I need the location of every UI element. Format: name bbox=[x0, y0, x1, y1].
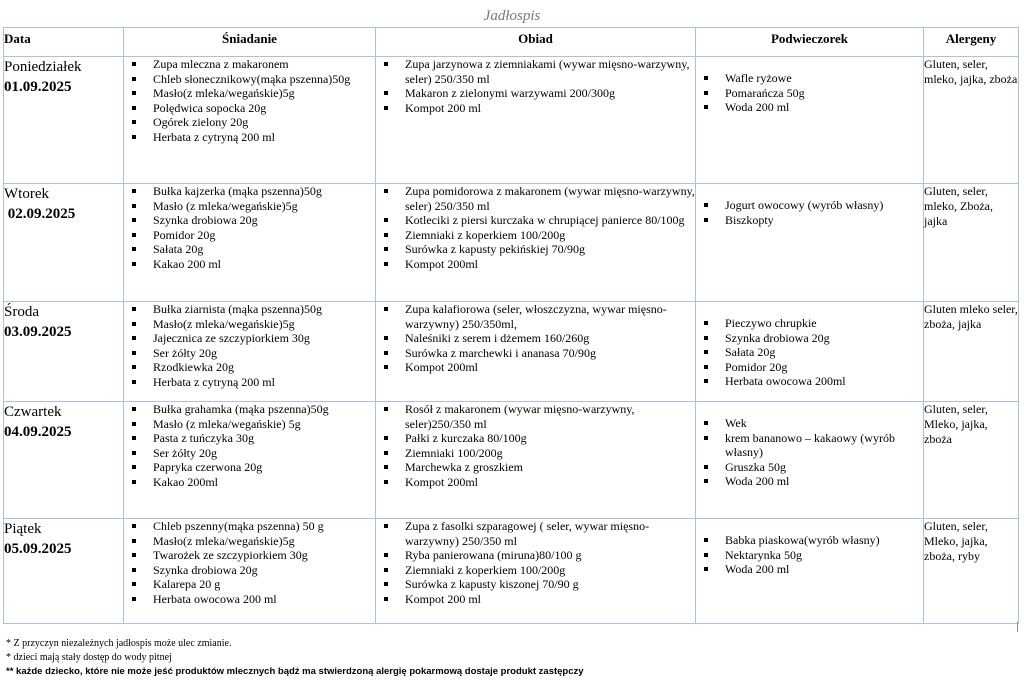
snack-cell bbox=[696, 519, 924, 624]
list-item: Pomidor 20g bbox=[153, 228, 375, 243]
list-item: Kompot 200ml bbox=[405, 257, 695, 272]
allergens-cell: Gluten, seler, Mleko, jajka, zboża, ryby bbox=[924, 519, 1019, 624]
lunch-cell bbox=[376, 57, 696, 184]
list-item: Kakao 200ml bbox=[153, 475, 375, 490]
header-lunch: Obiad bbox=[376, 28, 696, 57]
list-item: Ziemniaki z koperkiem 100/200g bbox=[405, 563, 695, 578]
lunch-list bbox=[376, 184, 695, 272]
list-item: Sałata 20g bbox=[725, 345, 923, 360]
list-item: Surówka z marchewki i ananasa 70/90g bbox=[405, 346, 695, 361]
list-item: Chleb pszenny(mąka pszenna) 50 g bbox=[153, 519, 375, 534]
list-item: Jajecznica ze szczypiorkiem 30g bbox=[153, 331, 375, 346]
breakfast-list bbox=[124, 302, 375, 390]
list-item: Makaron z zielonymi warzywami 200/300g bbox=[405, 86, 695, 101]
list-item: Pomarańcza 50g bbox=[725, 86, 923, 101]
allergens-cell: Gluten, seler, mleko, jajka, zboża bbox=[924, 57, 1019, 184]
list-item: Bułka kajzerka (mąka pszenna)50g bbox=[153, 184, 375, 199]
document-title: Jadłospis bbox=[483, 8, 541, 24]
list-item: Kalarepa 20 g bbox=[153, 577, 375, 592]
list-item: Surówka z kapusty kiszonej 70/90 g bbox=[405, 577, 695, 592]
list-item: Naleśniki z serem i dżemem 160/260g bbox=[405, 331, 695, 346]
list-item: Kotleciki z piersi kurczaka w chrupiącej panierce 80/100g bbox=[405, 213, 695, 228]
day-cell bbox=[4, 57, 124, 184]
snack-list bbox=[696, 519, 923, 577]
list-item: Ziemniaki 100/200g bbox=[405, 446, 695, 461]
list-item: Gruszka 50g bbox=[725, 460, 923, 475]
day-row bbox=[4, 402, 1019, 519]
list-item: Woda 200 ml bbox=[725, 100, 923, 115]
snack-cell bbox=[696, 402, 924, 519]
footnote-3: ** każde dziecko, które nie może jeść produktów mlecznych bądź ma stwierdzoną alergię pokarmową dostaje produkt zastępczy bbox=[6, 666, 584, 677]
breakfast-list bbox=[124, 57, 375, 145]
list-item: Szynka drobiowa 20g bbox=[153, 213, 375, 228]
list-item: Herbata owocowa 200 ml bbox=[153, 592, 375, 607]
header-allergens: Alergeny bbox=[924, 28, 1019, 57]
list-item: Szynka drobiowa 20g bbox=[153, 563, 375, 578]
lunch-list bbox=[376, 57, 695, 115]
header-snack: Podwieczorek bbox=[696, 28, 924, 57]
header-breakfast: Śniadanie bbox=[124, 28, 376, 57]
list-item: Ser żółty 20g bbox=[153, 446, 375, 461]
list-item: Chleb słonecznikowy(mąka pszenna)50g bbox=[153, 72, 375, 87]
day-cell bbox=[4, 184, 124, 302]
list-item: Kompot 200ml bbox=[405, 475, 695, 490]
menu-table bbox=[3, 27, 1019, 624]
list-item: Bułka ziarnista (mąka pszenna)50g bbox=[153, 302, 375, 317]
lunch-list bbox=[376, 402, 695, 490]
list-item: Woda 200 ml bbox=[725, 474, 923, 489]
breakfast-cell bbox=[124, 57, 376, 184]
breakfast-list bbox=[124, 184, 375, 272]
list-item: Pasta z tuńczyka 30g bbox=[153, 431, 375, 446]
table-corner-mark bbox=[1017, 622, 1018, 632]
list-item: Marchewka z groszkiem bbox=[405, 460, 695, 475]
list-item: Pomidor 20g bbox=[725, 360, 923, 375]
list-item: Babka piaskowa(wyrób własny) bbox=[725, 533, 923, 548]
day-name: Poniedziałek bbox=[4, 59, 82, 75]
breakfast-cell bbox=[124, 302, 376, 402]
list-item: Kompot 200ml bbox=[405, 360, 695, 375]
breakfast-cell bbox=[124, 402, 376, 519]
header-date: Data bbox=[4, 28, 124, 57]
snack-cell bbox=[696, 184, 924, 302]
list-item: Zupa pomidorowa z makaronem (wywar mięsno-warzywny, seler) 250/350 ml bbox=[405, 184, 695, 213]
list-item: Pałki z kurczaka 80/100g bbox=[405, 431, 695, 446]
day-date: 05.09.2025 bbox=[4, 541, 72, 557]
list-item: Ziemniaki z koperkiem 100/200g bbox=[405, 228, 695, 243]
list-item: Masło (z mleka/wegańskie)5g bbox=[153, 199, 375, 214]
day-row bbox=[4, 519, 1019, 624]
allergens-cell: Gluten, seler, mleko, Zboża, jajka bbox=[924, 184, 1019, 302]
day-name: Środa bbox=[4, 304, 39, 320]
list-item: Masło(z mleka/wegańskie)5g bbox=[153, 534, 375, 549]
day-date: 04.09.2025 bbox=[4, 424, 72, 440]
footnote-1: * Z przyczyn niezależnych jadłospis może ulec zmianie. bbox=[6, 638, 232, 649]
list-item: Kakao 200 ml bbox=[153, 257, 375, 272]
list-item: Biszkopty bbox=[725, 213, 923, 228]
list-item: Masło (z mleka/wegańskie) 5g bbox=[153, 417, 375, 432]
lunch-cell bbox=[376, 402, 696, 519]
day-date: 03.09.2025 bbox=[4, 324, 72, 340]
day-name: Wtorek bbox=[4, 186, 49, 202]
snack-list bbox=[696, 184, 923, 227]
list-item: Rzodkiewka 20g bbox=[153, 360, 375, 375]
list-item: Wek bbox=[725, 416, 923, 431]
snack-list bbox=[696, 402, 923, 489]
day-name: Czwartek bbox=[4, 404, 62, 420]
snack-list bbox=[696, 57, 923, 115]
day-name: Piątek bbox=[4, 521, 42, 537]
lunch-cell bbox=[376, 302, 696, 402]
snack-cell bbox=[696, 302, 924, 402]
header-row bbox=[4, 28, 1019, 57]
list-item: Zupa mleczna z makaronem bbox=[153, 57, 375, 72]
list-item: krem bananowo – kakaowy (wyrób własny) bbox=[725, 431, 923, 460]
lunch-list bbox=[376, 519, 695, 607]
list-item: Masło(z mleka/wegańskie)5g bbox=[153, 86, 375, 101]
list-item: Ogórek zielony 20g bbox=[153, 115, 375, 130]
list-item: Rosół z makaronem (wywar mięsno-warzywny, seler)250/350 ml bbox=[405, 402, 695, 431]
footnote-2: * dzieci mają stały dostęp do wody pitnej bbox=[6, 652, 172, 663]
list-item: Nektarynka 50g bbox=[725, 548, 923, 563]
list-item: Ser żółty 20g bbox=[153, 346, 375, 361]
day-row bbox=[4, 57, 1019, 184]
list-item: Ryba panierowana (miruna)80/100 g bbox=[405, 548, 695, 563]
lunch-cell bbox=[376, 519, 696, 624]
list-item: Szynka drobiowa 20g bbox=[725, 331, 923, 346]
breakfast-list bbox=[124, 402, 375, 490]
breakfast-list bbox=[124, 519, 375, 607]
list-item: Bułka grahamka (mąka pszenna)50g bbox=[153, 402, 375, 417]
list-item: Pieczywo chrupkie bbox=[725, 316, 923, 331]
lunch-list bbox=[376, 302, 695, 375]
list-item: Herbata owocowa 200ml bbox=[725, 374, 923, 389]
list-item: Kompot 200 ml bbox=[405, 592, 695, 607]
allergens-cell: Gluten, seler, Mleko, jajka, zboża bbox=[924, 402, 1019, 519]
snack-list bbox=[696, 302, 923, 389]
lunch-cell bbox=[376, 184, 696, 302]
breakfast-cell bbox=[124, 519, 376, 624]
list-item: Papryka czerwona 20g bbox=[153, 460, 375, 475]
day-row bbox=[4, 184, 1019, 302]
day-cell bbox=[4, 402, 124, 519]
list-item: Polędwica sopocka 20g bbox=[153, 101, 375, 116]
list-item: Zupa kalafiorowa (seler, włoszczyzna, wywar mięsno-warzywny) 250/350ml, bbox=[405, 302, 695, 331]
list-item: Surówka z kapusty pekińskiej 70/90g bbox=[405, 242, 695, 257]
list-item: Masło(z mleka/wegańskie)5g bbox=[153, 317, 375, 332]
footnotes bbox=[6, 637, 584, 679]
list-item: Twarożek ze szczypiorkiem 30g bbox=[153, 548, 375, 563]
allergens-cell: Gluten mleko seler, zboża, jajka bbox=[924, 302, 1019, 402]
list-item: Herbata z cytryną 200 ml bbox=[153, 375, 375, 390]
day-cell bbox=[4, 519, 124, 624]
day-row bbox=[4, 302, 1019, 402]
day-date: 01.09.2025 bbox=[4, 79, 72, 95]
day-date: 02.09.2025 bbox=[4, 206, 76, 222]
snack-cell bbox=[696, 57, 924, 184]
list-item: Jogurt owocowy (wyrób własny) bbox=[725, 198, 923, 213]
day-cell bbox=[4, 302, 124, 402]
list-item: Herbata z cytryną 200 ml bbox=[153, 130, 375, 145]
list-item: Kompot 200 ml bbox=[405, 101, 695, 116]
list-item: Zupa z fasolki szparagowej ( seler, wywar mięsno-warzywny) 250/350 ml bbox=[405, 519, 695, 548]
list-item: Wafle ryżowe bbox=[725, 71, 923, 86]
list-item: Sałata 20g bbox=[153, 242, 375, 257]
list-item: Zupa jarzynowa z ziemniakami (wywar mięsno-warzywny, seler) 250/350 ml bbox=[405, 57, 695, 86]
list-item: Woda 200 ml bbox=[725, 562, 923, 577]
breakfast-cell bbox=[124, 184, 376, 302]
